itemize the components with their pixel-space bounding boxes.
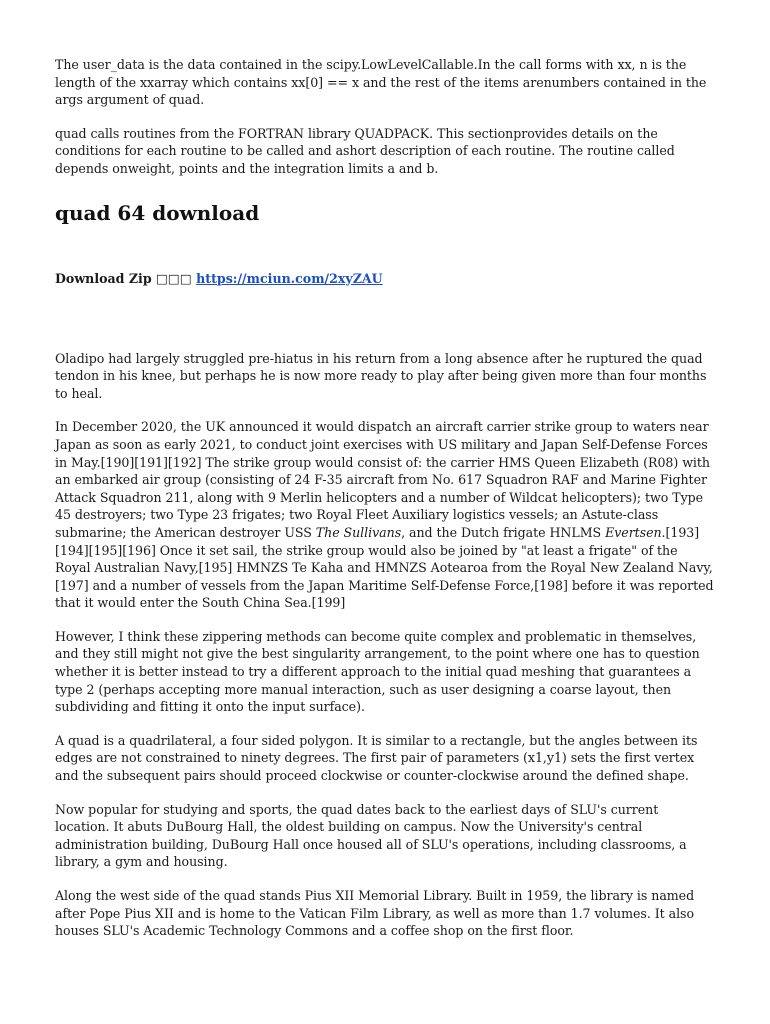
paragraph-slu-quad: Now popular for studying and sports, the quad dates back to the earliest days of SLU's current location. It abuts DuBourg Hall, the oldest building on campus. Now the University's central administration building, DuBourg Hall once housed all of SLU's operations, including classrooms, a library, a gym and housing. <box>55 801 687 870</box>
ship-name-evertsen: Evertsen <box>605 524 662 540</box>
download-label: Download Zip <box>55 270 152 286</box>
spacer <box>55 288 715 350</box>
intro-paragraph-quadpack: quad calls routines from the FORTRAN library QUADPACK. This sectionprovides details on the conditions for each routine to be called and ashort description of each routine. The routine called depends onweight, points and the integration limits a and b. <box>55 125 675 176</box>
paragraph-pius-library: Along the west side of the quad stands Pius XII Memorial Library. Built in 1959, the library is named after Pope Pius XII and is home to the Vatican Film Library, as well as more than 1.7 volumes. It also houses SLU's Academic Technology Commons and a coffee shop on the first floor. <box>55 888 695 939</box>
page-title: quad 64 download <box>55 200 260 225</box>
paragraph-oladipo: Oladipo had largely struggled pre-hiatus in his return from a long absence after he ruptured the quad tendon in his knee, but perhaps he is now more ready to play after being given more than four months to heal. <box>55 350 707 401</box>
paragraph-strike-group <box>55 418 715 612</box>
intro-paragraph-user-data: The user_data is the data contained in the scipy.LowLevelCallable.In the call forms with xx, n is the length of the xxarray which contains xx[0] == x and the rest of the items arenumbers contained in the args argument of quad. <box>55 57 707 108</box>
download-link[interactable]: https://mciun.com/2xyZAU <box>196 270 383 286</box>
paragraph-quadrilateral: A quad is a quadrilateral, a four sided polygon. It is similar to a rectangle, but the angles between its edges are not constrained to ninety degrees. The first pair of parameters (x1,y1) sets the first vertex and the subsequent pairs should proceed clockwise or counter-clockwise around the defined shape. <box>55 732 698 784</box>
document-page <box>55 56 715 956</box>
ship-name-sullivans: The Sullivans <box>315 524 402 540</box>
paragraph-zippering: However, I think these zippering methods can become quite complex and problematic in themselves, and they still might not give the best singularity arrangement, to the point where one has to question whether it is better instead to try a different approach to the initial quad meshing that guarantees a type 2 (perhaps accepting more manual interaction, such as user designing a coarse layout, then subdividing and fitting it onto the input surface). <box>55 628 700 715</box>
download-line <box>55 270 715 288</box>
strike-group-text-3: .[193][194][195][196] Once it set sail, the strike group would also be joined by "at least a frigate" of the Royal Australian Navy,[195] HMNZS Te Kaha and HMNZS Aotearoa from the Royal New Zealand Navy,[197] and a number of vessels from the Japan Maritime Self-Defense Force,[198] before it was reported that it would enter the South China Sea.[199] <box>55 524 714 611</box>
strike-group-text-2: , and the Dutch frigate HNLMS <box>401 524 606 540</box>
download-arrows-icon: □□□ <box>156 270 192 286</box>
strike-group-text-1: In December 2020, the UK announced it would dispatch an aircraft carrier strike group to waters near Japan as soon as early 2021, to conduct joint exercises with US military and Japan Self-Defense Forces in May.[190][191][192] The strike group would consist of: the carrier HMS Queen Elizabeth (R08) with an embarked air group (consisting of 24 F-35 aircraft from No. 617 Squadron RAF and Marine Fighter Attack Squadron 211, along with 9 Merlin helicopters and a number of Wildcat helicopters); two Type 45 destroyers; two Type 23 frigates; two Royal Fleet Auxiliary logistics vessels; an Astute-class submarine; the American destroyer USS <box>55 419 710 540</box>
